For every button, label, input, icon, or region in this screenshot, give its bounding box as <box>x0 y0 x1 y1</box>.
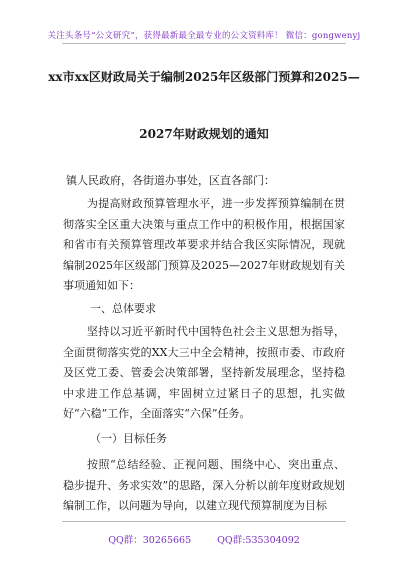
section-heading-general-requirements: 一、总体要求 <box>90 302 156 315</box>
header-note: 关注头条号“公文研究”，获得最新最全最专业的公文资料库！ 微信：gongwenyj <box>47 31 361 41</box>
salutation: 镇人民政府，各街道办事处，区直各部门： <box>66 174 275 187</box>
header-divider <box>62 43 346 44</box>
document-title-line-1: xx市xx区财政局关于编制2025年区级部门预算和2025— <box>48 70 360 84</box>
footer <box>0 532 408 546</box>
paragraph-guiding-principles: 坚持以习近平新时代中国特色社会主义思想为指导，全面贯彻落实党的XX大三中全会精神，按照市委、市政府及区党工委、管委会决策部署，坚持新发展理念，坚持稳中求进工作总基调，牢固树立过紧日子的思想，扎实做好“六稳”工作，全面落实“六保”任务。 <box>63 325 345 420</box>
paragraph-intro: 为提高财政预算管理水平，进一步发挥预算编制在贯彻落实全区重大决策与重点工作中的积极作用，根据国家和省市有关预算管理改革要求并结合我区实际情况，现就编制2025年区级部门预算及2025—2027年财政规划有关事项通知如下： <box>63 197 345 292</box>
paragraph-goals: 按照“总结经验、正视问题、围绕中心、突出重点、稳步提升、务求实效”的思路，深入分析以前年度财政规划编制工作，以问题为导向，以建立现代预算制度为目标 <box>63 458 345 512</box>
subsection-heading-goals: （一）目标任务 <box>90 432 167 445</box>
document-title-line-2: 2027年财政规划的通知 <box>139 127 269 141</box>
footer-divider <box>62 521 346 522</box>
footer-qq-group-2: QQ群:535304092 <box>217 535 300 546</box>
footer-qq-group-1: QQ群：30265665 <box>108 535 192 546</box>
